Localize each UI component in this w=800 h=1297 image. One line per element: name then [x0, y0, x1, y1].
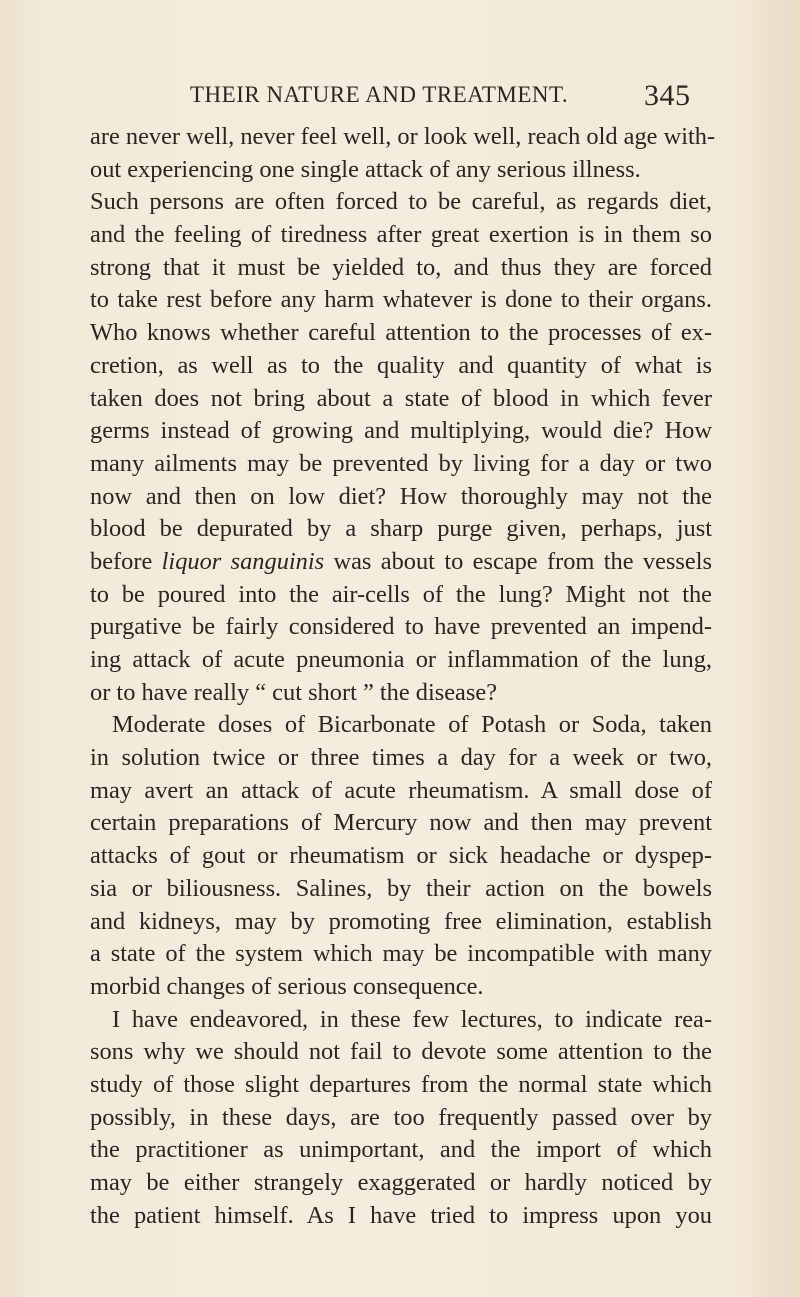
running-title: THEIR NATURE AND TREATMENT. [190, 82, 569, 107]
text-line: the practitioner as unimportant, and the import of which [90, 1136, 712, 1164]
text-line: Who knows whether careful attention to the processes of ex- [90, 319, 712, 347]
text-line: Moderate doses of Bicarbonate of Potash or Soda, taken [112, 711, 712, 739]
text-line: sons why we should not fail to devote some attention to the [90, 1038, 712, 1066]
text-line: and the feeling of tiredness after great exertion is in them so [90, 221, 712, 249]
page-number: 345 [644, 79, 691, 112]
text-line: purgative be fairly considered to have prevented an impend- [90, 613, 712, 641]
text-line: to take rest before any harm whatever is done to their organs. [90, 286, 712, 314]
text-line: to be poured into the air-cells of the lung? Might not the [90, 580, 712, 608]
text-line: may be either strangely exaggerated or hardly noticed by [90, 1169, 712, 1196]
text-segment: before [90, 547, 162, 575]
text-line: strong that it must be yielded to, and thus they are forced [90, 253, 712, 281]
text-line: ing attack of acute pneumonia or inflammation of the lung, [90, 646, 712, 673]
text-line: Such persons are often forced to be careful, as regards diet, [90, 188, 712, 216]
text-line: may avert an attack of acute rheumatism. A small dose of [90, 776, 712, 804]
text-line: attacks of gout or rheumatism or sick headache or dyspep- [90, 842, 712, 870]
text-line: possibly, in these days, are too frequently passed over by [90, 1103, 712, 1131]
text-line: I have endeavored, in these few lectures, to indicate rea- [112, 1005, 712, 1033]
text-line: sia or biliousness. Salines, by their action on the bowels [90, 874, 712, 902]
text-line: morbid changes of serious consequence. [90, 972, 484, 1000]
body-text [90, 121, 716, 1232]
text-line: out experiencing one single attack of any serious illness. [90, 155, 641, 183]
text-line: taken does not bring about a state of blood in which fever [90, 384, 712, 412]
text-line: certain preparations of Mercury now and then may prevent [90, 809, 712, 837]
text-line: blood be depurated by a sharp purge given, perhaps, just [90, 515, 712, 543]
text-line: germs instead of growing and multiplying, would die? How [90, 417, 712, 445]
text-line: the patient himself. As I have tried to impress upon you [90, 1201, 712, 1229]
text-segment: was about to escape from the vessels [324, 547, 712, 575]
text-line: cretion, as well as to the quality and quantity of what is [90, 351, 712, 379]
text-line: a state of the system which may be incompatible with many [90, 940, 712, 968]
text-line: are never well, never feel well, or look well, reach old age with- [90, 123, 716, 150]
text-line: now and then on low diet? How thoroughly may not the [90, 482, 712, 510]
italic-phrase: liquor sanguinis [161, 547, 325, 575]
text-line: many ailments may be prevented by living for a day or two [90, 449, 712, 477]
text-line: and kidneys, may by promoting free elimination, establish [90, 907, 712, 935]
text-line: or to have really “ cut short ” the disease? [90, 678, 498, 706]
text-line: in solution twice or three times a day for a week or two, [90, 744, 712, 772]
text-line: study of those slight departures from the normal state which [90, 1070, 712, 1098]
text-line-with-italic [90, 546, 712, 579]
